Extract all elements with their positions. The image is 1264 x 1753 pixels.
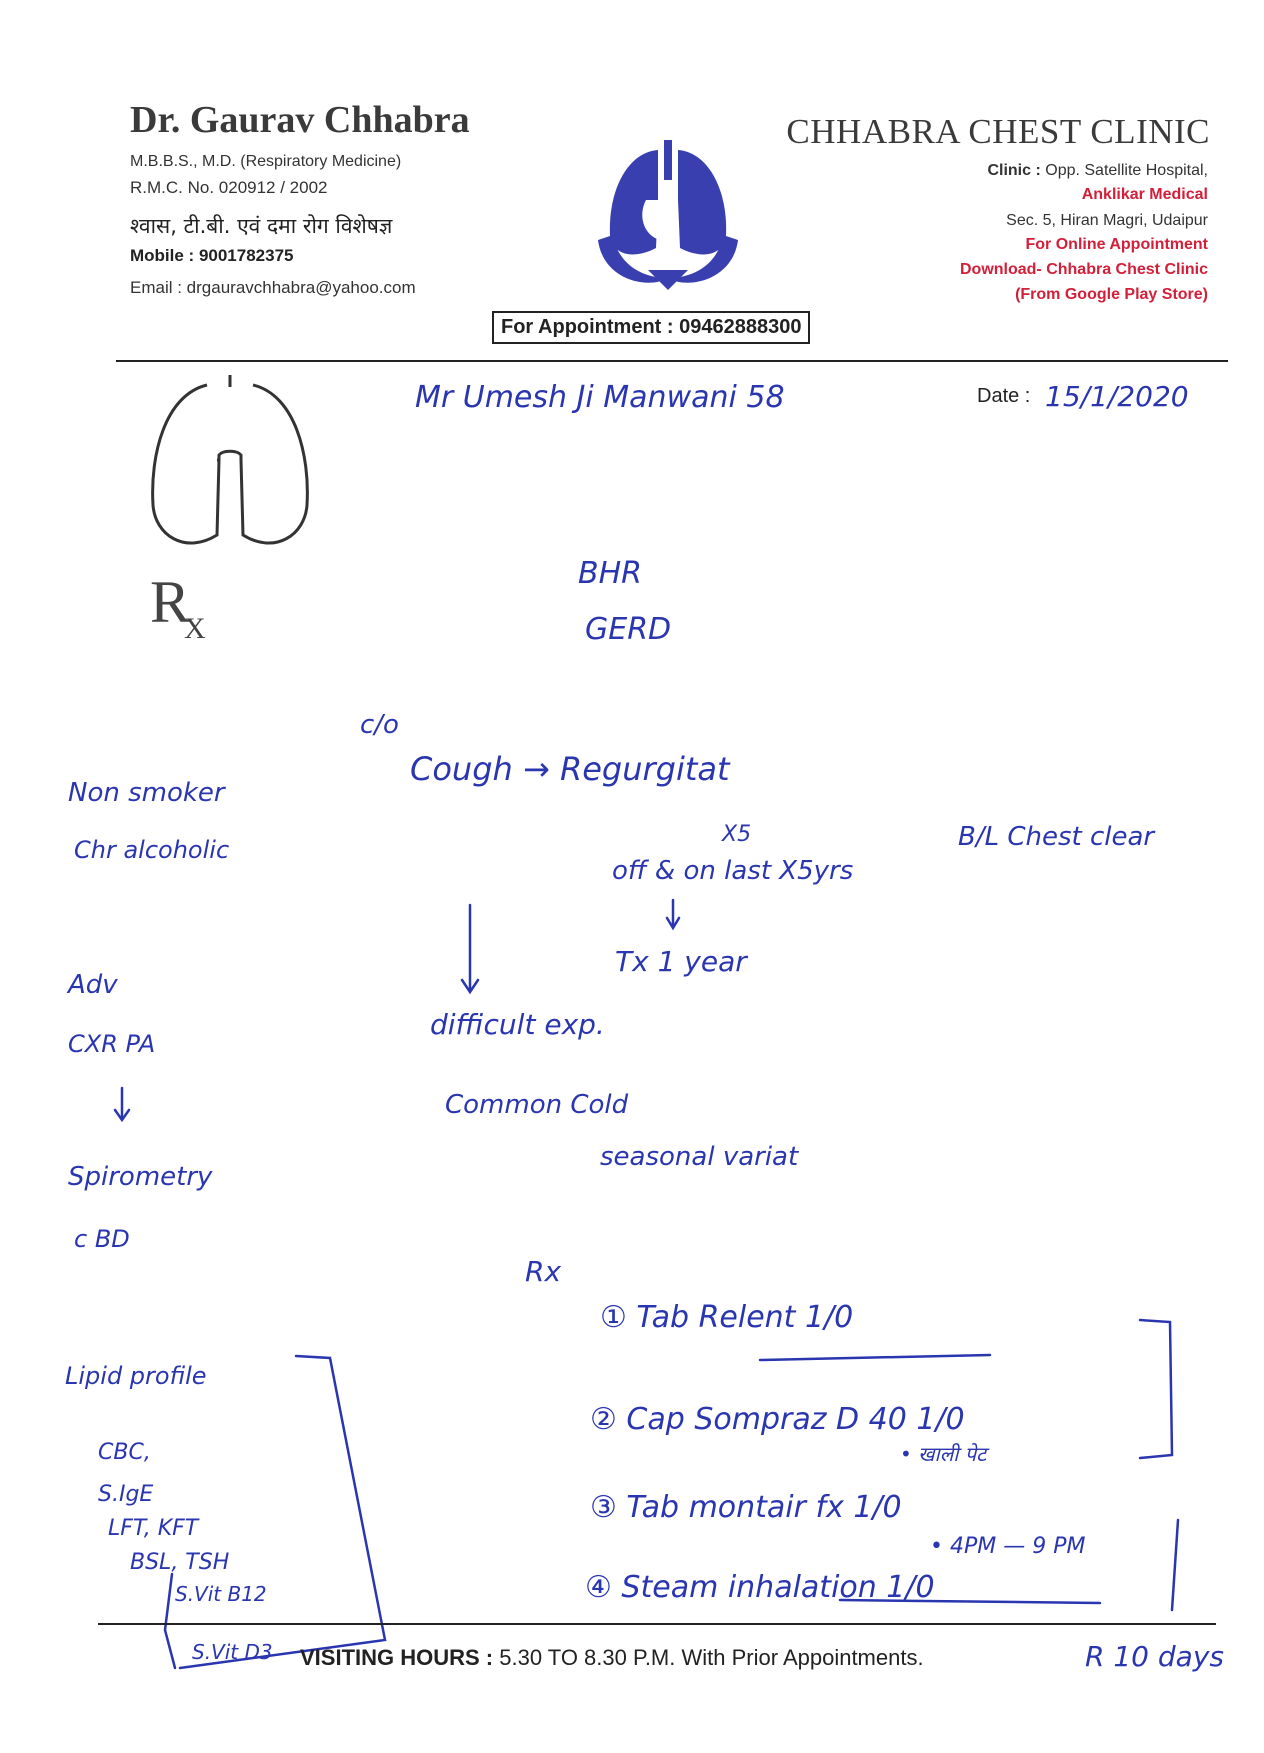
lab-item: Lipid profile	[65, 1362, 207, 1390]
medication-2-note: • खाली पेट	[900, 1442, 987, 1466]
non-smoker-note: Non smoker	[68, 778, 225, 808]
rx-subscript: X	[184, 612, 206, 645]
history-1: off & on last X5yrs	[612, 856, 854, 886]
rx-symbol: R	[150, 569, 191, 635]
doctor-email: Email : drgauravchhabra@yahoo.com	[130, 278, 416, 297]
doctor-name: Dr. Gaurav Chhabra	[130, 99, 470, 141]
diagnosis-2: GERD	[585, 612, 672, 647]
footer-divider	[98, 1623, 1216, 1625]
advice-spirometry: Spirometry	[68, 1162, 213, 1192]
doctor-mobile: Mobile : 9001782375	[130, 246, 294, 265]
medication-3: ③ Tab montair fx 1/0	[590, 1490, 902, 1525]
advice-cxr: CXR PA	[68, 1030, 156, 1058]
complaint: Cough → Regurgitat	[410, 750, 730, 788]
medication-4: ④ Steam inhalation 1/0	[585, 1570, 935, 1605]
lab-item: BSL, TSH	[130, 1550, 230, 1575]
online-appointment-line: For Online Appointment	[1025, 236, 1208, 253]
clinic-address-value: Opp. Satellite Hospital,	[1045, 162, 1208, 179]
visiting-hours-label: VISITING HOURS :	[300, 1645, 494, 1670]
advice-label: Adv	[68, 970, 118, 1000]
medication-3-note: • 4PM — 9 PM	[930, 1534, 1086, 1559]
medication-2: ② Cap Sompraz D 40 1/0	[590, 1402, 965, 1437]
doctor-degree: M.B.B.S., M.D. (Respiratory Medicine)	[130, 153, 402, 170]
medication-1: ① Tab Relent 1/0	[600, 1300, 854, 1335]
clinic-address-line-2: Anklikar Medical	[1081, 186, 1208, 203]
date-label: Date :	[977, 385, 1031, 407]
chest-exam: B/L Chest clear	[958, 822, 1155, 852]
clinic-label: Clinic :	[987, 162, 1041, 179]
history-2: Tx 1 year	[615, 945, 747, 978]
duration-mark: X5	[722, 822, 752, 847]
patient-name: Mr Umesh Ji Manwani 58	[415, 380, 785, 415]
rx-mark: Rx	[525, 1255, 562, 1288]
visit-date: 15/1/2020	[1045, 380, 1189, 413]
lab-item: S.IgE	[98, 1482, 154, 1507]
lab-item: LFT, KFT	[108, 1516, 199, 1541]
visiting-hours	[300, 1645, 924, 1671]
alcohol-note: Chr alcoholic	[74, 836, 230, 864]
google-play-line: (From Google Play Store)	[1015, 286, 1208, 303]
clinic-address-line-3: Sec. 5, Hiran Magri, Udaipur	[1006, 212, 1208, 229]
advice-bd: c BD	[74, 1225, 130, 1253]
symptom-common-cold: Common Cold	[445, 1090, 629, 1120]
lab-item: S.Vit B12	[175, 1582, 267, 1606]
doctor-rmc: R.M.C. No. 020912 / 2002	[130, 178, 328, 197]
symptom-seasonal: seasonal variat	[600, 1142, 799, 1172]
clinic-name: CHHABRA CHEST CLINIC	[786, 112, 1210, 151]
symptom-difficult: difficult exp.	[430, 1008, 605, 1041]
diagnosis-1: BHR	[578, 556, 642, 591]
lab-item: CBC,	[98, 1440, 151, 1465]
doctor-specialty: श्वास, टी.बी. एवं दमा रोग विशेषज्ञ	[130, 214, 393, 238]
appointment-box: For Appointment : 09462888300	[492, 311, 810, 344]
visiting-hours-value: 5.30 TO 8.30 P.M. With Prior Appointments.	[499, 1645, 924, 1670]
complaint-label: c/o	[360, 710, 399, 740]
review-note: R 10 days	[1085, 1640, 1224, 1673]
download-line: Download- Chhabra Chest Clinic	[959, 261, 1208, 278]
lab-item: S.Vit D3	[192, 1640, 273, 1664]
